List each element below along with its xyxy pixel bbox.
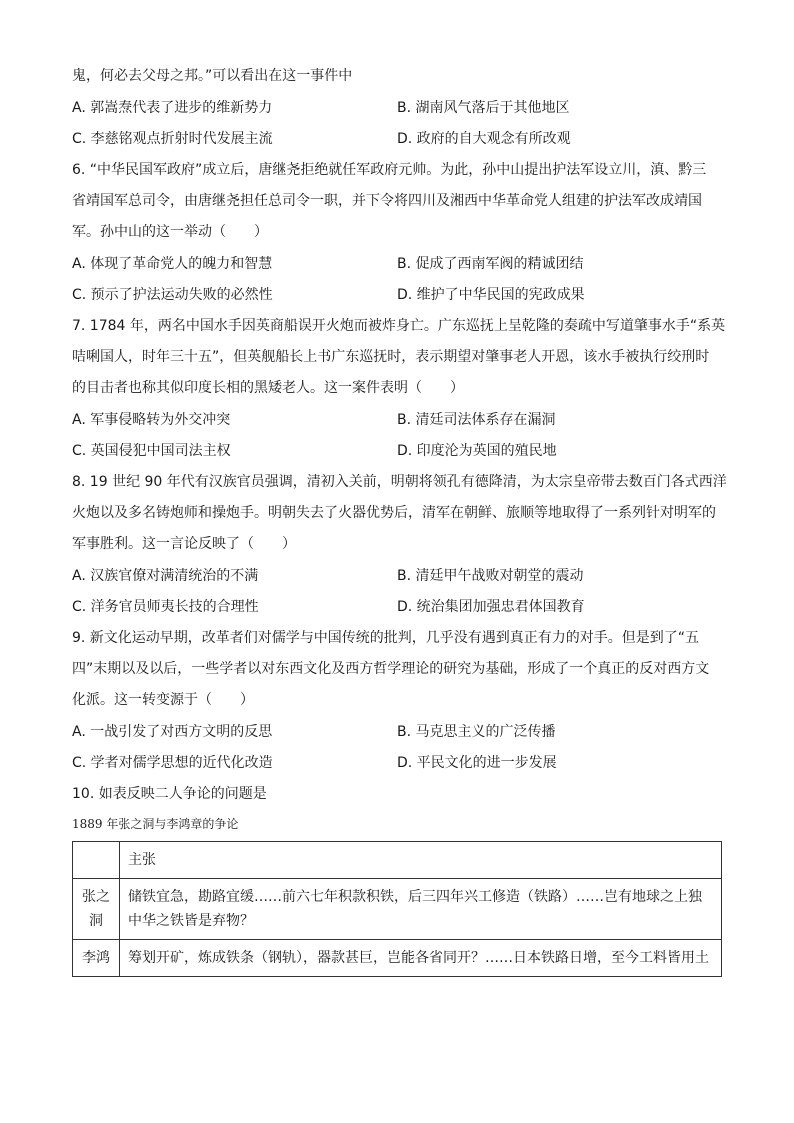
q9-option-c: C. 学者对儒学思想的近代化改造 bbox=[72, 755, 273, 771]
question-8-line-3: 军事胜利。这一言论反映了（ ） bbox=[72, 536, 296, 552]
question-7-line-2: 咭唎国人，时年三十五”，但英舰船长上书广东巡抚时，表示期望对肇事老人开恩，该水手被执行绞刑时 bbox=[72, 349, 710, 365]
question-7-line-3: 的目击者也称其似印度长相的黑矮老人。这一案件表明（ ） bbox=[72, 380, 464, 396]
question-9-line-3: 化派。这一转变源于（ ） bbox=[72, 692, 254, 708]
row-text-cell: 筹划开矿，炼成铁条（钢轨），器款甚巨，岂能各省同开？……日本铁路日增，至今工料皆用土 bbox=[120, 940, 722, 977]
question-8-line-2: 火炮以及多名铸炮师和操炮手。明朝失去了火器优势后，清军在朝鲜、旅顺等地取得了一系列针对明军的 bbox=[72, 505, 716, 521]
q7-option-d: D. 印度沦为英国的殖民地 bbox=[397, 443, 557, 459]
q5-option-c: C. 李慈铭观点折射时代发展主流 bbox=[72, 131, 273, 147]
debate-table bbox=[72, 841, 722, 977]
q6-option-c: C. 预示了护法运动失败的必然性 bbox=[72, 287, 273, 303]
q6-option-a: A. 体现了革命党人的魄力和智慧 bbox=[72, 256, 273, 272]
q5-option-a: A. 郭嵩焘代表了进步的维新势力 bbox=[72, 100, 273, 116]
q5-option-d: D. 政府的自大观念有所改观 bbox=[397, 131, 571, 147]
q7-option-a: A. 军事侵略转为外交冲突 bbox=[72, 412, 231, 428]
row-text-cell: 储铁宜急，勘路宜缓……前六七年积款积铁，后三四年兴工修造（铁路）……岂有地球之上独中华之铁皆是弃物？ bbox=[120, 879, 722, 940]
table-row bbox=[73, 879, 722, 940]
question-9-line-2: 四”末期以及以后，一些学者以对东西文化及西方哲学理论的研究为基础，形成了一个真正的反对西方文 bbox=[72, 661, 710, 677]
q7-option-c: C. 英国侵犯中国司法主权 bbox=[72, 443, 231, 459]
q8-option-d: D. 统治集团加强忠君体国教育 bbox=[397, 599, 585, 615]
table-corner-cell bbox=[73, 842, 120, 879]
q8-option-a: A. 汉族官僚对满清统治的不满 bbox=[72, 568, 259, 584]
question-9-line-1: 9. 新文化运动早期，改革者们对儒学与中国传统的批判，几乎没有遇到真正有力的对手。但是到了“五 bbox=[72, 630, 700, 646]
table-row bbox=[73, 940, 722, 977]
row-name-cell: 张之洞 bbox=[73, 879, 120, 940]
row-name-cell: 李鸿 bbox=[73, 940, 120, 977]
q8-option-b: B. 清廷甲午战败对朝堂的震动 bbox=[397, 568, 584, 584]
question-6-line-1: 6. “中华民国军政府”成立后，唐继尧拒绝就任军政府元帅。为此，孙中山提出护法军设立川，滇、黔三 bbox=[72, 162, 707, 178]
q7-option-b: B. 清廷司法体系存在漏洞 bbox=[397, 412, 556, 428]
q9-option-a: A. 一战引发了对西方文明的反思 bbox=[72, 724, 273, 740]
table-header-cell: 主张 bbox=[120, 842, 722, 879]
question-8-line-1: 8. 19 世纪 90 年代有汉族官员强调，清初入关前，明朝将领孔有德降清，为太宗皇帝带去数百门各式西洋 bbox=[72, 474, 727, 490]
q9-option-b: B. 马克思主义的广泛传播 bbox=[397, 724, 556, 740]
question-5-stem-tail: 鬼，何必去父母之邦。”可以看出在这一事件中 bbox=[72, 68, 353, 84]
q9-option-d: D. 平民文化的进一步发展 bbox=[397, 755, 557, 771]
table-caption: 1889 年张之洞与李鸿章的争论 bbox=[72, 817, 239, 831]
table-header-row bbox=[73, 842, 722, 879]
question-6-line-2: 省靖国军总司令，由唐继尧担任总司令一职，并下令将四川及湘西中华革命党人组建的护法军改成靖国 bbox=[72, 193, 702, 209]
q8-option-c: C. 洋务官员师夷长技的合理性 bbox=[72, 599, 259, 615]
q6-option-d: D. 维护了中华民国的宪政成果 bbox=[397, 287, 585, 303]
q5-option-b: B. 湖南风气落后于其他地区 bbox=[397, 100, 570, 116]
q6-option-b: B. 促成了西南军阀的精诚团结 bbox=[397, 256, 584, 272]
question-7-line-1: 7. 1784 年，两名中国水手因英商船误开火炮而被炸身亡。广东巡抚上呈乾隆的奏疏中写道肇事水手“系英 bbox=[72, 318, 726, 334]
question-6-line-3: 军。孙中山的这一举动（ ） bbox=[72, 224, 268, 240]
question-10-stem: 10. 如表反映二人争论的问题是 bbox=[72, 786, 267, 802]
